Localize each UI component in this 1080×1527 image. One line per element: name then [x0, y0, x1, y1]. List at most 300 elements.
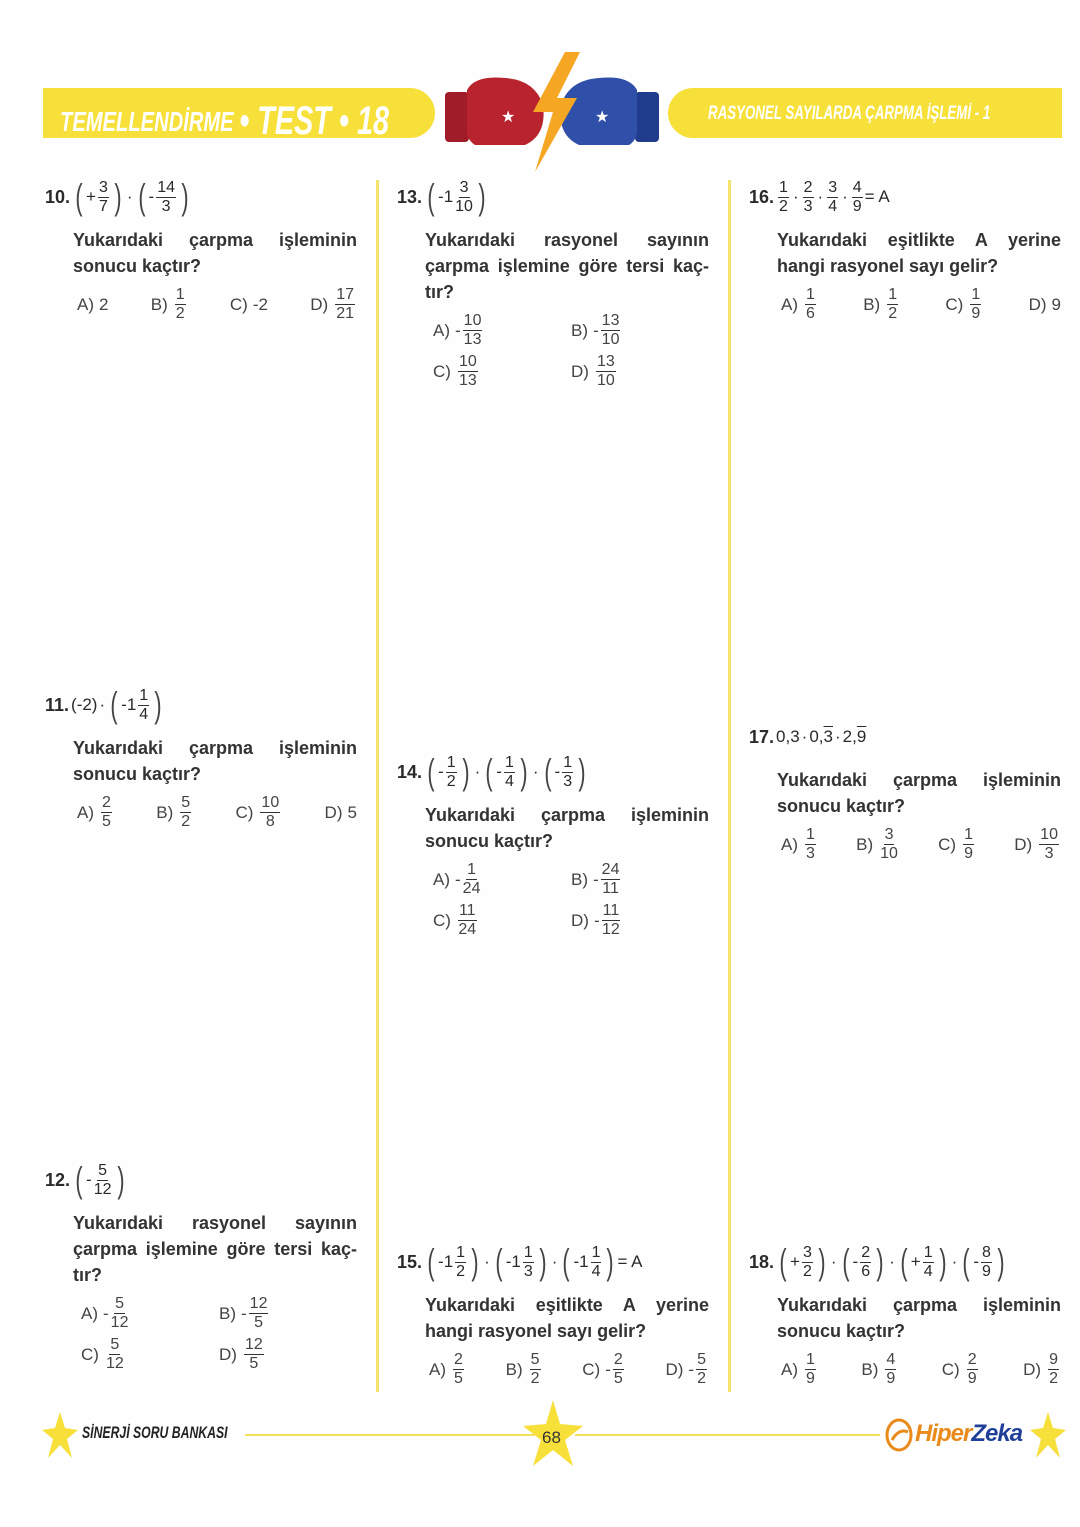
denominator: 2	[779, 197, 788, 215]
parenthesis: )	[114, 176, 122, 217]
math-expression	[968, 287, 983, 322]
denominator: 9	[967, 1370, 977, 1387]
question-17	[749, 715, 1061, 862]
parenthesis: )	[154, 684, 162, 725]
question-number: 13.	[397, 186, 423, 207]
math-expression	[528, 1352, 543, 1387]
fraction	[138, 688, 149, 723]
fraction	[458, 354, 478, 389]
numerator: 1	[563, 753, 573, 771]
option-label: B)	[856, 834, 874, 854]
math-text: -	[438, 762, 444, 781]
fraction	[446, 755, 457, 790]
fraction	[504, 755, 515, 790]
option-label: A)	[781, 294, 798, 314]
multiply-sign: ·	[99, 695, 106, 714]
math-text: 9	[1051, 294, 1061, 314]
option-label: C)	[229, 294, 248, 314]
parenthesis: (	[75, 1159, 83, 1200]
denominator: 10	[601, 331, 620, 348]
fraction	[963, 827, 974, 862]
fraction	[970, 287, 981, 322]
option-label: A)	[433, 869, 450, 889]
math-expression	[776, 1241, 1008, 1282]
section-label: TEMELLENDİRME	[60, 106, 234, 137]
answer-option[interactable]	[429, 1352, 466, 1387]
fraction	[111, 1296, 129, 1331]
numerator: 5	[115, 1295, 125, 1312]
option-label: B)	[861, 1359, 879, 1379]
column-divider	[376, 180, 379, 1392]
math-text: 2,	[842, 727, 857, 746]
fraction	[805, 1352, 816, 1387]
denominator: 2	[446, 772, 456, 790]
math-text: -2	[252, 294, 268, 314]
option-label: D)	[1028, 294, 1047, 314]
answer-option[interactable]	[77, 287, 108, 322]
question-header	[397, 1240, 709, 1284]
math-text: -	[241, 1303, 247, 1323]
numerator: 1	[806, 286, 815, 303]
question-text: Yukarıdaki eşitlikte A yerine hangi rasyonel sayı gelir?	[425, 1295, 709, 1341]
answer-option[interactable]	[1023, 1352, 1061, 1387]
denominator: 9	[971, 305, 981, 322]
math-expression	[178, 795, 193, 830]
denominator: 9	[806, 1370, 815, 1387]
answer-option[interactable]	[325, 795, 357, 830]
question-12	[45, 1158, 357, 1372]
math-expression	[333, 287, 357, 322]
fraction	[244, 1337, 264, 1372]
answer-option[interactable]	[856, 827, 900, 862]
parenthesis: (	[427, 751, 435, 792]
parenthesis: (	[562, 1241, 571, 1282]
math-text: -	[455, 869, 461, 889]
math-text: -	[688, 1359, 695, 1379]
question-14	[397, 750, 709, 938]
math-expression	[776, 180, 890, 215]
fraction	[175, 287, 186, 322]
answer-option[interactable]	[77, 795, 114, 830]
math-text: -	[973, 1252, 979, 1271]
answer-option[interactable]	[506, 1352, 543, 1387]
math-text: 0,	[809, 727, 824, 746]
footer-line	[575, 1434, 880, 1436]
denominator: 2	[456, 1262, 466, 1280]
math-text: -	[554, 762, 561, 781]
numerator: 5	[181, 794, 191, 811]
math-expression	[99, 795, 114, 830]
numerator: 2	[803, 178, 813, 196]
numerator: 1	[806, 826, 815, 843]
fraction	[887, 287, 898, 322]
math-expression	[885, 287, 900, 322]
multiply-sign: ·	[951, 1252, 958, 1271]
fraction	[523, 1245, 534, 1280]
fraction	[106, 1337, 124, 1372]
svg-text:★: ★	[501, 107, 516, 126]
denominator: 13	[463, 331, 482, 348]
svg-text:★: ★	[595, 107, 610, 126]
math-text: -	[86, 1170, 92, 1189]
fraction	[803, 180, 814, 215]
math-text: -1	[121, 695, 137, 714]
question-text: Yukarıdaki çarpma işleminin sonucu kaçtır?	[73, 738, 357, 784]
numerator: 3	[98, 178, 108, 196]
math-expression	[1037, 827, 1061, 862]
answer-option[interactable]	[582, 1352, 626, 1387]
multiply-sign: ·	[792, 187, 799, 206]
denominator: 2	[888, 305, 898, 322]
answer-option[interactable]	[665, 1352, 709, 1387]
denominator: 10	[596, 372, 615, 389]
denominator: 21	[336, 305, 354, 322]
math-expression	[71, 684, 165, 725]
fraction	[696, 1352, 707, 1387]
math-expression	[883, 1352, 898, 1387]
denominator: 11	[602, 880, 619, 897]
option-label: D)	[665, 1359, 684, 1379]
answer-option[interactable]	[1029, 287, 1061, 322]
footer-line	[245, 1434, 535, 1436]
fraction	[463, 862, 481, 897]
option-label: C)	[945, 294, 964, 314]
parenthesis: )	[578, 751, 586, 792]
answer-option[interactable]	[571, 903, 709, 938]
math-text: -1	[573, 1252, 589, 1271]
option-label: B)	[219, 1303, 236, 1323]
repeating-digit: 3	[823, 727, 833, 746]
topic-title: RASYONEL SAYILARDA ÇARPMA İŞLEMİ - 1	[708, 103, 991, 124]
denominator: 4	[828, 197, 838, 215]
numerator: 24	[601, 861, 620, 878]
option-label: C)	[81, 1344, 99, 1364]
denominator: 9	[852, 197, 862, 215]
math-text: 2	[99, 294, 109, 314]
option-label: C)	[582, 1359, 601, 1379]
question-text: Yukarıdaki rasyonel sayının çarpma işlemine göre tersi kaç-tır?	[73, 1213, 357, 1285]
multiply-sign: ·	[532, 762, 539, 781]
option-label: B)	[156, 802, 174, 822]
math-expression	[456, 903, 479, 938]
denominator: 4	[923, 1262, 933, 1280]
answer-options	[81, 1296, 357, 1372]
option-label: B)	[863, 294, 881, 314]
brand-text-2: Zeka	[971, 1420, 1023, 1447]
answer-option[interactable]	[781, 1352, 818, 1387]
math-expression	[72, 1159, 127, 1200]
denominator: 10	[455, 197, 473, 215]
repeating-digit: 9	[856, 727, 867, 746]
answer-options	[77, 795, 357, 830]
numerator: 1	[888, 286, 898, 303]
denominator: 2	[802, 1262, 812, 1280]
answer-option[interactable]	[1014, 827, 1061, 862]
math-text: -	[148, 187, 155, 206]
denominator: 9	[981, 1262, 991, 1280]
denominator: 3	[523, 1262, 533, 1280]
denominator: 5	[102, 813, 111, 830]
question-13	[397, 175, 709, 389]
fraction	[249, 1296, 269, 1331]
denominator: 2	[530, 1370, 540, 1387]
option-label: D)	[219, 1344, 237, 1364]
math-expression	[593, 862, 622, 897]
answer-option[interactable]	[310, 287, 357, 322]
parenthesis: (	[75, 176, 83, 217]
question-text: Yukarıdaki çarpma işleminin sonucu kaçtır?	[777, 770, 1061, 816]
option-label: C)	[433, 910, 451, 930]
brand-text-1: Hiper	[915, 1420, 972, 1447]
answer-options	[781, 287, 1061, 322]
option-label: C)	[941, 1359, 960, 1379]
option-label: B)	[505, 1359, 523, 1379]
multiply-sign: ·	[830, 1252, 837, 1271]
fraction	[827, 180, 838, 215]
numerator: 1	[779, 178, 788, 196]
option-label: D)	[310, 294, 329, 314]
multiply-sign: ·	[801, 727, 808, 746]
option-label: B)	[571, 320, 588, 340]
denominator: 5	[249, 1355, 259, 1372]
denominator: 4	[139, 705, 149, 723]
option-label: C)	[235, 802, 254, 822]
answer-option[interactable]	[81, 1296, 219, 1331]
fraction	[778, 180, 789, 215]
brand-logo-icon	[884, 1418, 914, 1452]
answer-option[interactable]	[781, 287, 818, 322]
denominator: 24	[462, 880, 481, 897]
numerator: 1	[923, 1243, 933, 1261]
numerator: 1	[591, 1243, 601, 1261]
fraction	[591, 1245, 602, 1280]
numerator: 2	[613, 1351, 623, 1368]
question-number: 17.	[749, 726, 775, 747]
math-expression	[456, 354, 480, 389]
option-label: A)	[433, 320, 450, 340]
numerator: 17	[336, 286, 354, 303]
math-expression	[455, 313, 484, 348]
numerator: 11	[458, 902, 476, 919]
question-15	[397, 1240, 709, 1387]
numerator: 1	[139, 686, 149, 704]
fraction	[880, 827, 898, 862]
question-number: 18.	[749, 1251, 775, 1272]
question-number: 15.	[397, 1251, 423, 1272]
fraction	[1039, 827, 1059, 862]
denominator: 3	[803, 197, 813, 215]
parenthesis: )	[939, 1241, 947, 1282]
answer-option[interactable]	[942, 1352, 980, 1387]
option-label: A)	[77, 294, 94, 314]
parenthesis: )	[539, 1241, 547, 1282]
brand-logo	[915, 1420, 1022, 1448]
math-text: = A	[864, 187, 890, 206]
denominator: 12	[93, 1180, 112, 1198]
numerator: 1	[964, 826, 973, 843]
answer-option[interactable]	[219, 1337, 357, 1372]
fraction	[463, 313, 483, 348]
answer-option[interactable]	[863, 287, 900, 322]
parenthesis: (	[110, 684, 118, 725]
answer-option[interactable]	[781, 827, 818, 862]
option-label: D)	[1023, 1359, 1042, 1379]
math-expression	[99, 295, 108, 315]
answer-option[interactable]	[433, 862, 571, 897]
answer-option[interactable]	[571, 862, 709, 897]
math-expression	[961, 827, 976, 862]
option-label: A)	[781, 834, 798, 854]
math-text: -	[455, 320, 461, 340]
star-icon	[42, 1412, 78, 1458]
math-expression	[348, 803, 357, 823]
answer-option[interactable]	[81, 1337, 219, 1372]
math-expression	[803, 1352, 818, 1387]
answer-option[interactable]	[571, 313, 709, 348]
numerator: 1	[175, 286, 185, 303]
fraction	[98, 180, 109, 215]
math-expression	[455, 862, 482, 897]
parenthesis: (	[962, 1241, 970, 1282]
denominator: 3	[1044, 845, 1054, 862]
math-expression	[594, 903, 622, 938]
math-expression	[104, 1337, 126, 1372]
question-header	[45, 683, 357, 727]
column-divider	[728, 180, 731, 1392]
denominator: 12	[110, 1314, 129, 1331]
question-text: Yukarıdaki çarpma işleminin sonucu kaçtır?	[777, 1295, 1061, 1341]
denominator: 3	[161, 197, 171, 215]
numerator: 5	[98, 1161, 108, 1179]
multiply-sign: ·	[835, 727, 841, 746]
fraction	[805, 827, 816, 862]
denominator: 2	[697, 1370, 706, 1387]
math-text: -	[103, 1303, 109, 1323]
math-expression	[605, 1352, 626, 1387]
fraction	[335, 287, 355, 322]
numerator: 2	[861, 1243, 871, 1261]
answer-option[interactable]	[151, 287, 188, 322]
fraction	[602, 903, 621, 938]
multiply-sign: ·	[474, 762, 481, 781]
fraction	[453, 1352, 464, 1387]
fraction	[981, 1245, 992, 1280]
numerator: 5	[697, 1351, 706, 1368]
option-label: C)	[938, 834, 957, 854]
test-number: • TEST • 18	[239, 99, 390, 143]
parenthesis: )	[520, 751, 528, 792]
answer-option[interactable]	[938, 827, 976, 862]
math-expression	[72, 176, 192, 217]
fraction	[885, 1352, 896, 1387]
fraction	[180, 795, 191, 830]
answer-option[interactable]	[945, 287, 983, 322]
question-number: 16.	[749, 186, 775, 207]
fraction	[101, 795, 112, 830]
fraction	[156, 180, 176, 215]
math-expression	[803, 827, 818, 862]
question-18	[749, 1240, 1061, 1387]
option-label: A)	[429, 1359, 446, 1379]
question-text: Yukarıdaki çarpma işleminin sonucu kaçtır?	[73, 230, 357, 276]
question-header	[45, 175, 357, 219]
denominator: 2	[1049, 1370, 1058, 1387]
math-text: -	[605, 1359, 611, 1379]
numerator: 10	[463, 312, 482, 329]
denominator: 9	[964, 845, 973, 862]
fraction	[601, 313, 621, 348]
denominator: 2	[181, 813, 191, 830]
fraction	[805, 287, 816, 322]
answer-options	[781, 1352, 1061, 1387]
denominator: 6	[861, 1262, 871, 1280]
numerator: 3	[828, 178, 838, 196]
answer-option[interactable]	[571, 354, 709, 389]
answer-option[interactable]	[861, 1352, 898, 1387]
math-expression	[424, 751, 589, 792]
math-text: -	[593, 910, 600, 930]
question-header	[749, 175, 1061, 219]
parenthesis: )	[876, 1241, 884, 1282]
parenthesis: (	[779, 1241, 787, 1282]
fraction	[562, 755, 573, 790]
option-label: B)	[571, 869, 588, 889]
answer-option[interactable]	[156, 795, 193, 830]
question-number: 14.	[397, 761, 423, 782]
denominator: 10	[880, 845, 898, 862]
option-label: D)	[571, 910, 589, 930]
book-title: SİNERJİ SORU BANKASI	[82, 1423, 228, 1442]
answer-option[interactable]	[433, 354, 571, 389]
question-header	[749, 1240, 1061, 1284]
answer-option[interactable]	[219, 1296, 357, 1331]
denominator: 5	[613, 1370, 623, 1387]
numerator: 1	[806, 1351, 815, 1368]
multiply-sign: ·	[842, 187, 848, 206]
math-text: -1	[505, 1252, 521, 1271]
math-expression	[1052, 295, 1061, 315]
parenthesis: (	[427, 1241, 435, 1282]
question-text: Yukarıdaki eşitlikte A yerine hangi rasyonel sayı gelir?	[777, 230, 1061, 276]
fraction	[601, 862, 621, 897]
numerator: 13	[596, 353, 615, 370]
math-expression	[173, 287, 188, 322]
parenthesis: )	[181, 176, 189, 217]
parenthesis: (	[137, 176, 146, 217]
boxing-gloves-icon	[435, 50, 665, 175]
parenthesis: )	[471, 1241, 479, 1282]
answer-option[interactable]	[235, 795, 282, 830]
option-label: B)	[150, 294, 168, 314]
math-expression	[253, 295, 268, 315]
answer-option[interactable]	[230, 287, 268, 322]
parenthesis: )	[997, 1241, 1005, 1282]
option-label: A)	[77, 802, 94, 822]
math-expression	[424, 176, 489, 217]
fraction	[94, 1163, 112, 1198]
answer-option[interactable]	[433, 903, 571, 938]
numerator: 3	[802, 1243, 812, 1261]
math-text: -	[496, 762, 502, 781]
denominator: 12	[105, 1355, 124, 1372]
answer-option[interactable]	[433, 313, 571, 348]
math-expression	[965, 1352, 980, 1387]
denominator: 7	[98, 197, 108, 215]
denominator: 2	[175, 305, 185, 322]
denominator: 6	[806, 305, 815, 322]
multiply-sign: ·	[551, 1252, 558, 1271]
numerator: 8	[981, 1243, 991, 1261]
